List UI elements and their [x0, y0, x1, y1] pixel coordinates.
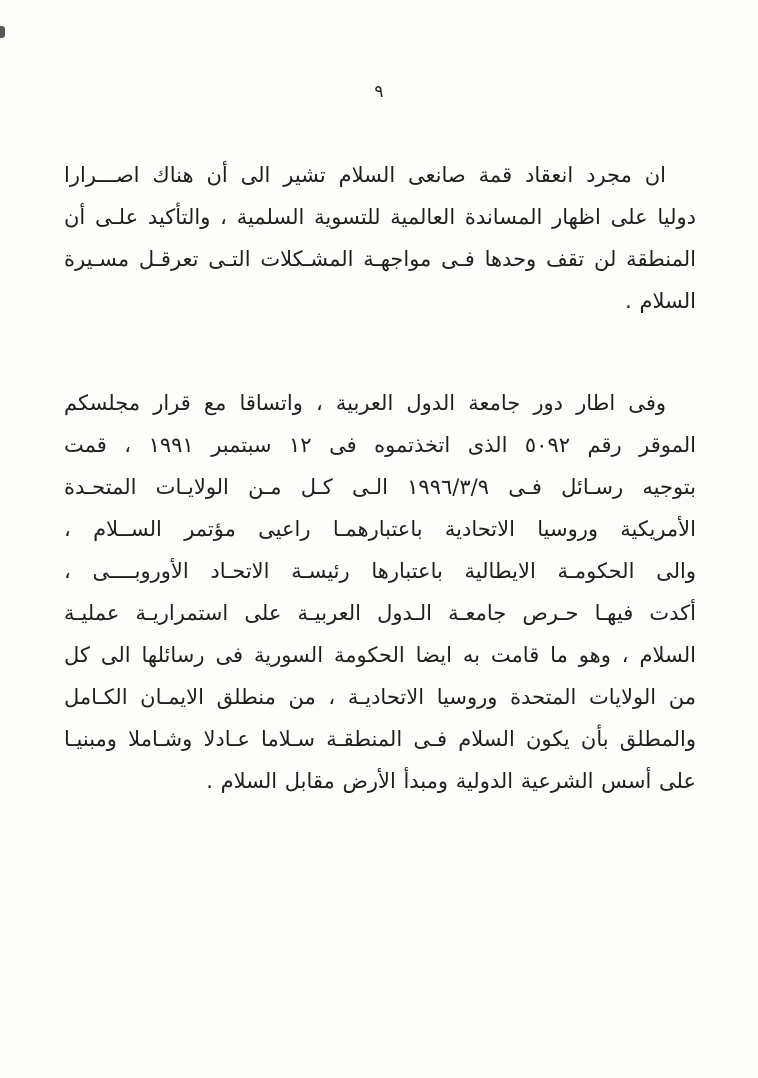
paragraph — [64, 382, 696, 802]
paragraph — [64, 154, 696, 322]
text-line: ان مجرد انعقاد قمة صانعى السلام تشير الى أن هناك اصـــرارا — [64, 163, 666, 187]
text-line: السلام ، وهو ما قامت به ايضا الحكومة السورية فى رسائلها الى كل — [64, 643, 696, 667]
text-line: السلام . — [625, 289, 696, 313]
text-line: والمطلق بأن يكون السلام فـى المنطقـة سـلاما عـادلا وشـاملا ومبنيـا — [64, 727, 696, 751]
page-number: ٩ — [374, 82, 384, 102]
scan-artifact — [0, 26, 5, 38]
text-line: دوليا على اظهار المساندة العالمية للتسوية السلمية ، والتأكيد علـى أن — [64, 205, 696, 229]
text-line: الأمريكية وروسيا الاتحادية باعتبارهمـا راعيى مؤتمر الســلام ، — [64, 517, 696, 541]
text-line: على أسس الشرعية الدولية ومبدأ الأرض مقابل السلام . — [206, 769, 696, 793]
text-line: أكدت فيهـا حـرص جامعـة الـدول العربيـة على استمراريـة عمليـة — [64, 601, 696, 625]
text-line: بتوجيه رسـائل فـى ١٩٩٦/٣/٩ الـى كـل مـن الولايـات المتحـدة — [64, 475, 696, 499]
text-line: من الولايات المتحدة وروسيا الاتحاديـة ، من منطلق الايمـان الكـامل — [64, 685, 696, 709]
text-line: الموقر رقم ٥٠٩٢ الذى اتخذتموه فى ١٢ سبتمبر ١٩٩١ ، قمت — [64, 433, 697, 457]
document-body — [0, 154, 758, 802]
text-line: وفى اطار دور جامعة الدول العربية ، واتساقا مع قرار مجلسكم — [64, 391, 666, 415]
text-line: المنطقة لن تقف وحدها فـى مواجهـة المشـكلات التـى تعرقـل مسـيرة — [64, 247, 696, 271]
text-line: والى الحكومـة الايطالية باعتبارها رئيسـة الاتحـاد الأوروبــــى ، — [64, 559, 696, 583]
